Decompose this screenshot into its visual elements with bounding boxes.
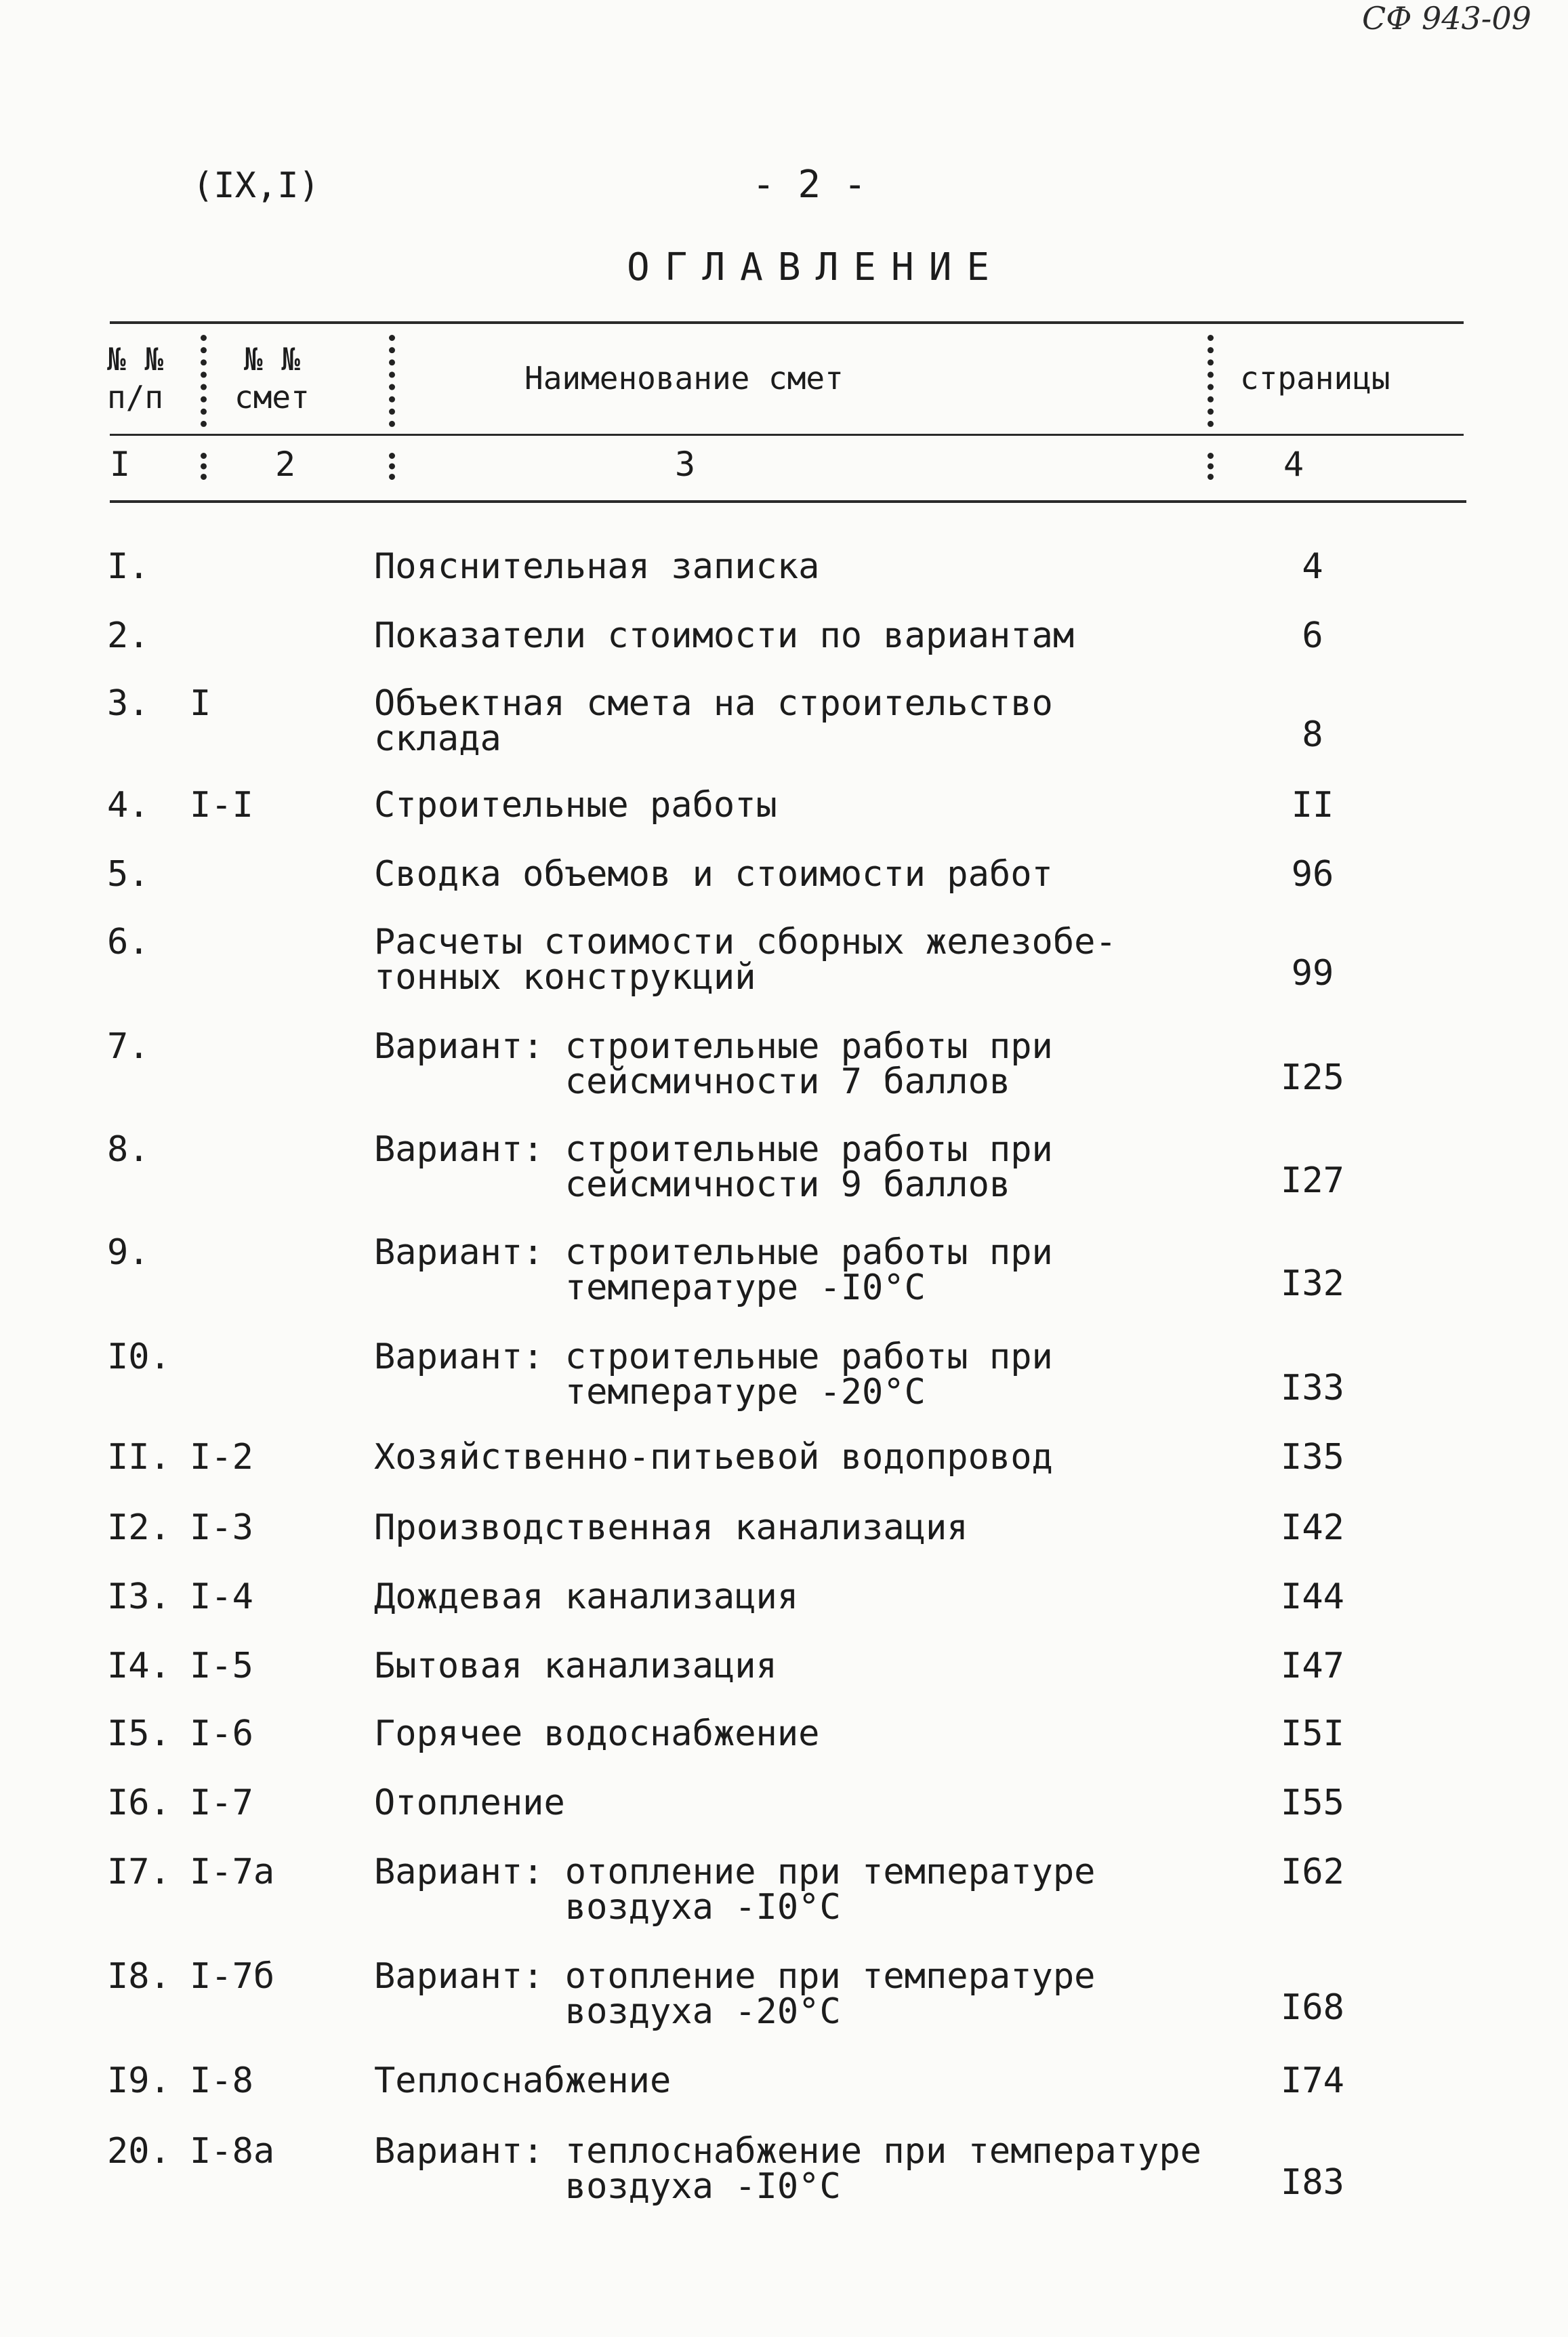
page-ref: I32 [1281,1263,1344,1304]
page-ref: 4 [1302,546,1323,587]
estimate-name: температуре -20°С [374,1372,926,1413]
estimate-number: I-8а [190,2131,275,2172]
col-header-row-number-line1: № № [107,341,164,378]
estimate-name: воздуха -I0°С [374,1887,841,1928]
estimate-number: I-8 [190,2060,253,2101]
col-number-2: 2 [275,445,296,484]
row-number: 6. [107,922,150,962]
estimate-name: Вариант: отопление при температуре [374,1852,1096,1892]
col-header-row-number [107,340,163,416]
estimate-name: Сводка объемов и стоимости работ [374,854,1053,895]
header-separator [389,453,395,480]
page-ref: 6 [1302,615,1323,656]
estimate-name: воздуха -20°С [374,1991,841,2032]
header-separator [201,453,207,480]
page-ref: I47 [1281,1646,1344,1686]
row-number: 2. [107,615,150,656]
estimate-number: I-3 [190,1507,253,1548]
col-number-1: I [110,445,131,484]
row-number: 9. [107,1232,150,1273]
col-header-pages: страницы [1240,360,1390,397]
col-header-estimate-number-line2: смет [234,379,310,415]
estimate-number: I-7а [190,1852,275,1892]
estimate-name: Горячее водоснабжение [374,1713,820,1754]
estimate-name: Дождевая канализация [374,1577,799,1617]
estimate-name: Вариант: строительные работы при [374,1129,1053,1170]
estimate-name: Вариант: строительные работы при [374,1337,1053,1377]
row-number: I. [107,546,150,587]
col-header-estimate-number [234,340,310,416]
estimate-name: Расчеты стоимости сборных железобе- [374,922,1117,962]
estimate-name: сейсмичности 7 баллов [374,1061,1011,1102]
table-top-rule [110,321,1464,324]
estimate-number: I-7б [190,1956,275,1997]
estimate-name: Вариант: теплоснабжение при температуре [374,2131,1201,2172]
estimate-name: Вариант: строительные работы при [374,1232,1053,1273]
estimate-number: I [190,683,211,724]
page-ref: I33 [1281,1368,1344,1408]
page-ref: I83 [1281,2162,1344,2203]
estimate-number: I-I [190,785,253,826]
row-number: 4. [107,785,150,826]
col-header-row-number-line2: п/п [107,379,164,415]
row-number: I4. [107,1646,171,1686]
estimate-name: Хозяйственно-питьевой водопровод [374,1437,1053,1478]
estimate-number: I-5 [190,1646,253,1686]
estimate-name: Бытовая канализация [374,1646,777,1686]
estimate-name: Отопление [374,1783,565,1823]
archive-stamp: СФ 943-09 [1362,0,1531,37]
header-separator [1208,453,1214,480]
header-separator [201,335,207,427]
estimate-name: тонных конструкций [374,957,756,998]
row-number: I6. [107,1783,171,1823]
header-separator [389,335,395,427]
row-number: II. [107,1437,171,1478]
page-title: ОГЛАВЛЕНИЕ [627,245,1005,289]
page-ref: II [1291,785,1334,826]
estimate-name: Пояснительная записка [374,546,820,587]
page-ref: I42 [1281,1507,1344,1548]
estimate-name: Показатели стоимости по вариантам [374,615,1075,656]
page-ref: I5I [1281,1713,1344,1754]
row-number: 3. [107,683,150,724]
page-ref: 8 [1302,714,1323,755]
estimate-name: склада [374,718,501,759]
estimate-number: I-6 [190,1713,253,1754]
page-ref: 96 [1291,854,1334,895]
estimate-name: Вариант: отопление при температуре [374,1956,1096,1997]
page-ref: I68 [1281,1987,1344,2028]
page-ref: I74 [1281,2060,1344,2101]
page-number: - 2 - [752,163,867,207]
table-header-bottom-rule [110,500,1466,503]
page-ref: I27 [1281,1160,1344,1201]
row-number: 7. [107,1026,150,1067]
row-number: 8. [107,1129,150,1170]
estimate-name: воздуха -I0°С [374,2166,841,2207]
col-number-3: 3 [675,445,696,484]
row-number: I0. [107,1337,171,1377]
estimate-name: сейсмичности 9 баллов [374,1164,1011,1205]
page-ref: I44 [1281,1577,1344,1617]
estimate-name: Объектная смета на строительство [374,683,1053,724]
col-number-4: 4 [1283,445,1304,484]
document-code: (IX,I) [192,165,320,206]
row-number: I5. [107,1713,171,1754]
estimate-name: Производственная канализация [374,1507,968,1548]
page-ref: I25 [1281,1057,1344,1098]
estimate-name: Строительные работы [374,785,777,826]
header-mid-rule [110,434,1464,436]
row-number: 5. [107,854,150,895]
row-number: I9. [107,2060,171,2101]
estimate-number: I-7 [190,1783,253,1823]
row-number: I2. [107,1507,171,1548]
col-header-estimate-name: Наименование смет [524,360,844,397]
page-ref: I35 [1281,1437,1344,1478]
header-separator [1208,335,1214,427]
row-number: 20. [107,2131,171,2172]
estimate-number: I-2 [190,1437,253,1478]
estimate-number: I-4 [190,1577,253,1617]
estimate-name: Вариант: строительные работы при [374,1026,1053,1067]
row-number: I7. [107,1852,171,1892]
col-header-estimate-number-line1: № № [243,341,300,378]
estimate-name: температуре -I0°С [374,1267,926,1308]
page-ref: 99 [1291,953,1334,994]
row-number: I8. [107,1956,171,1997]
row-number: I3. [107,1577,171,1617]
page-ref: I62 [1281,1852,1344,1892]
page-ref: I55 [1281,1783,1344,1823]
estimate-name: Теплоснабжение [374,2060,672,2101]
